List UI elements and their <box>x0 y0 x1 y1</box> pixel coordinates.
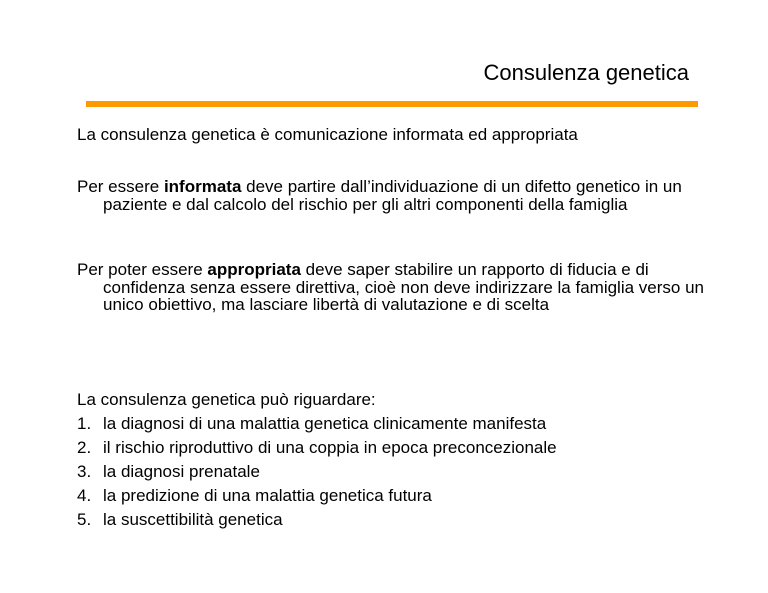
list-intro: La consulenza genetica può riguardare: <box>77 390 376 409</box>
list-item <box>77 484 717 508</box>
list-item <box>77 508 717 532</box>
list-item-number: 3. <box>77 462 92 481</box>
paragraph-appropriata-text <box>77 261 717 314</box>
keyword-appropriata: appropriata <box>207 260 301 279</box>
list-item-text: la diagnosi prenatale <box>103 462 260 481</box>
paragraph-appropriata-lead: Per poter essere <box>77 260 208 279</box>
paragraph-informata-text <box>77 178 717 213</box>
title-underline <box>86 101 698 107</box>
list-item-text: il rischio riproduttivo di una coppia in epoca preconcezionale <box>103 438 557 457</box>
list-item <box>77 460 717 484</box>
list-item <box>77 436 717 460</box>
paragraph-appropriata-body: deve saper stabilire un rapporto di fiducia e di confidenza senza essere direttiva, cioè non deve indirizzare la famiglia verso un unico obiettivo, ma lasciare libertà di valutazione e di scelta <box>103 260 704 314</box>
list-item-number: 4. <box>77 486 92 505</box>
paragraph-informata-body: deve partire dall’individuazione di un difetto genetico in un paziente e dal calcolo del rischio per gli altri componenti della famiglia <box>103 177 682 214</box>
paragraph-informata-lead: Per essere <box>77 177 164 196</box>
list-item <box>77 412 717 436</box>
paragraph-appropriata <box>77 261 717 314</box>
list-item-text: la suscettibilità genetica <box>103 510 283 529</box>
paragraph-definition-text: La consulenza genetica è comunicazione informata ed appropriata <box>77 125 578 144</box>
list-item-text: la diagnosi di una malattia genetica clinicamente manifesta <box>103 414 547 433</box>
paragraph-informata <box>77 178 717 213</box>
keyword-informata: informata <box>163 177 242 196</box>
list-item-number: 2. <box>77 438 92 457</box>
slide-title: Consulenza genetica <box>483 60 689 85</box>
paragraph-definition <box>77 126 717 144</box>
topics-list-block <box>77 388 717 532</box>
list-item-number: 1. <box>77 414 92 433</box>
list-item-number: 5. <box>77 510 92 529</box>
list-item-text: la predizione di una malattia genetica futura <box>103 486 432 505</box>
